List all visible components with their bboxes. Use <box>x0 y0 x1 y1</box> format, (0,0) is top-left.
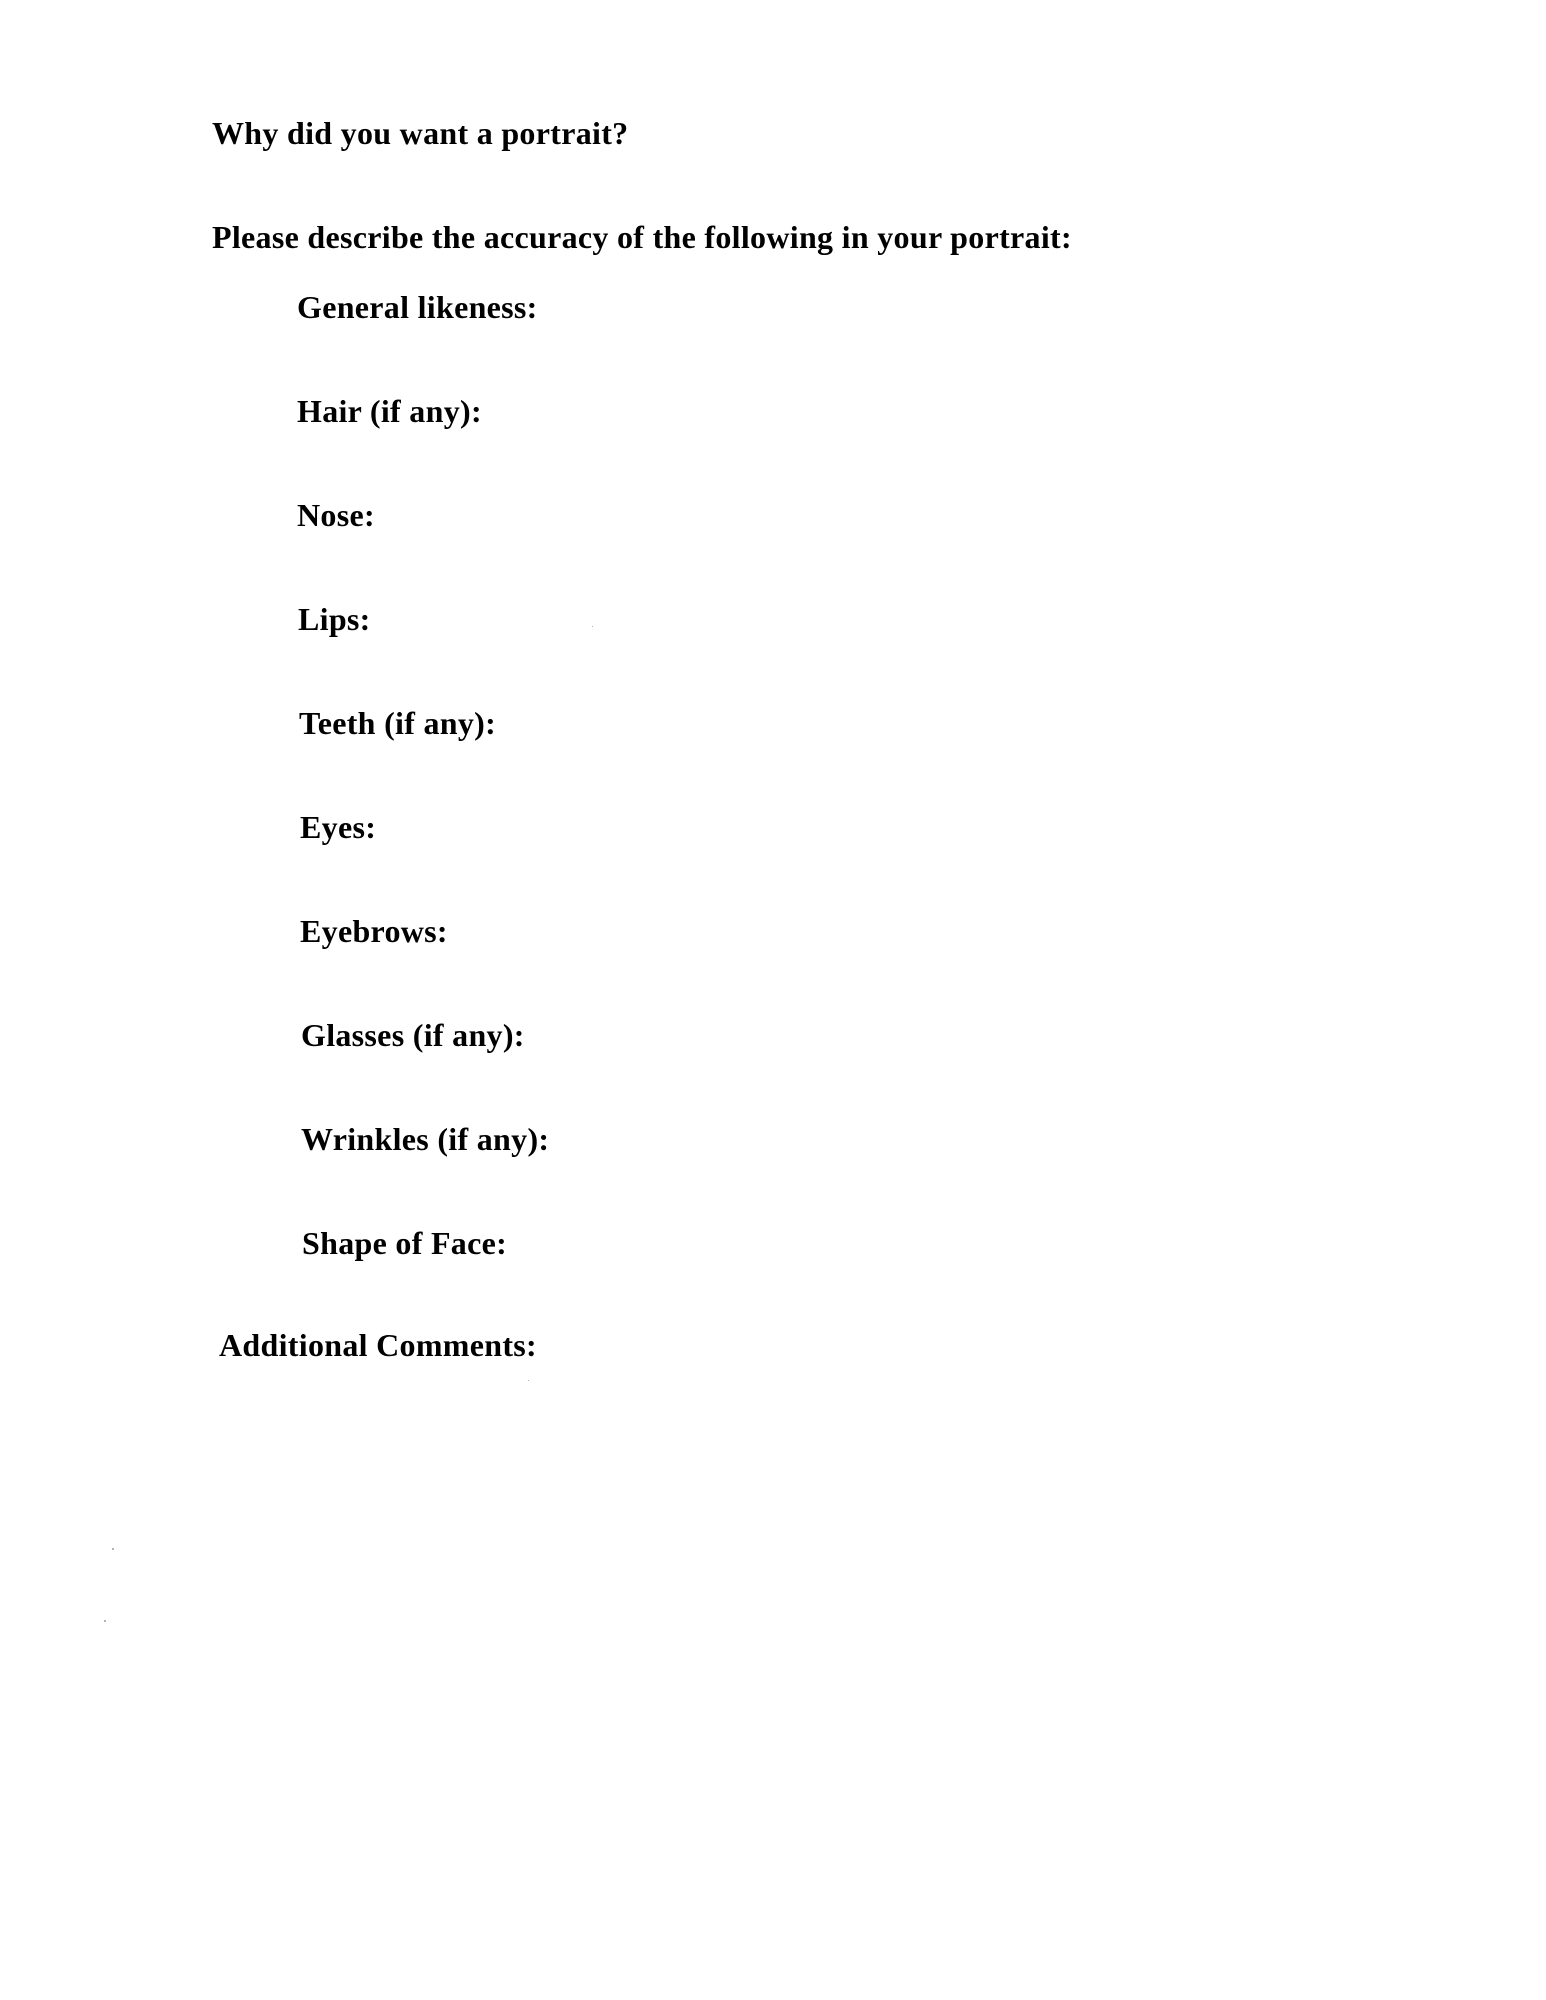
feature-lips: Lips: <box>298 601 371 637</box>
question-describe-accuracy: Please describe the accuracy of the following in your portrait: <box>212 219 1072 255</box>
feature-nose: Nose: <box>297 497 375 533</box>
feature-general-likeness: General likeness: <box>297 289 538 325</box>
feature-teeth: Teeth (if any): <box>299 705 497 741</box>
feature-shape-of-face: Shape of Face: <box>302 1225 508 1261</box>
feature-wrinkles: Wrinkles (if any): <box>301 1121 550 1157</box>
scan-speck <box>528 1380 529 1381</box>
additional-comments-label: Additional Comments: <box>219 1327 538 1363</box>
feature-glasses: Glasses (if any): <box>301 1017 525 1053</box>
scan-speck <box>104 1620 106 1622</box>
feature-eyebrows: Eyebrows: <box>300 913 448 949</box>
scan-speck <box>592 626 593 627</box>
scan-speck <box>112 1548 114 1550</box>
question-why-portrait: Why did you want a portrait? <box>212 115 629 151</box>
feature-eyes: Eyes: <box>300 809 377 845</box>
feature-hair: Hair (if any): <box>297 393 482 429</box>
